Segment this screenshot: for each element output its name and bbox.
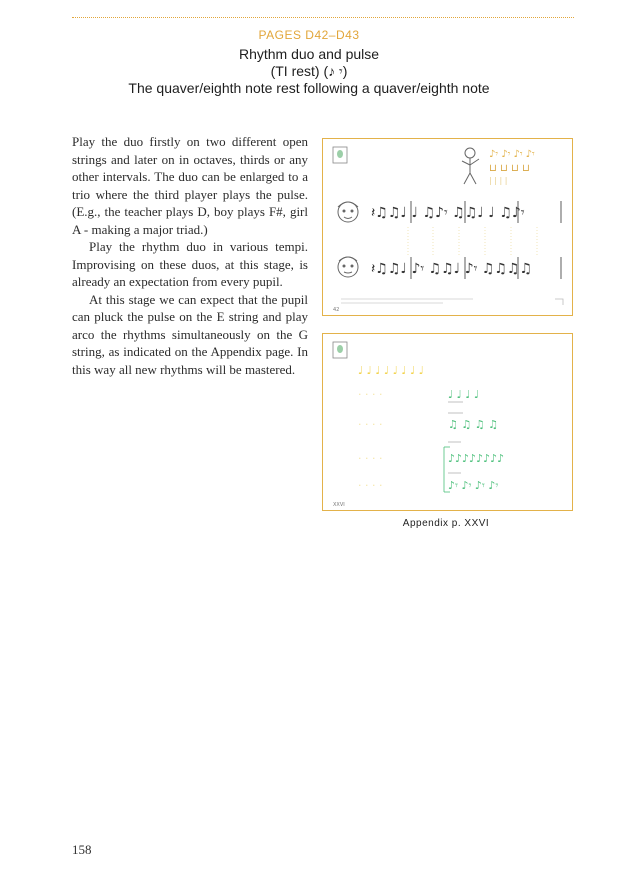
page-number: 158 — [72, 842, 92, 857]
title-line-2: (TI rest) (♪ 𝄾) — [270, 63, 348, 79]
rhythm-line-2 — [371, 261, 532, 277]
svg-text:♫ ♫ ♫ ♫: ♫ ♫ ♫ ♫ — [448, 418, 498, 431]
svg-text:𝄽♫♫♩ ♪𝄾 ♫♫♩ ♪𝄾 ♫♫♫♫: 𝄽♫♫♩ ♪𝄾 ♫♫♩ ♪𝄾 ♫♫♫♫ — [371, 261, 533, 277]
appendix-row-3 — [358, 418, 498, 431]
title-line-1: Rhythm duo and pulse — [238, 46, 380, 62]
rhythm-line-1 — [371, 205, 525, 221]
title-line-3: The quaver/eighth note rest following a quaver/eighth note — [128, 80, 490, 96]
figure-2-corner-label: XXVI — [333, 502, 345, 508]
appendix-row-5 — [358, 479, 498, 492]
paragraph-2: Play the rhythm duo in various tempi. Improvising on these duos, at this stage, is already an expectation from every pupil. — [72, 239, 308, 289]
header-rule — [72, 17, 574, 18]
svg-text:♩ ♩ ♩ ♩ ♩ ♩ ♩ ♩: ♩ ♩ ♩ ♩ ♩ ♩ ♩ ♩ — [358, 364, 424, 377]
section-title — [0, 46, 618, 97]
svg-text:♪♪♪♪♪♪♪♪: ♪♪♪♪♪♪♪♪ — [448, 452, 505, 465]
svg-text:♩ ♩ ♩ ♩: ♩ ♩ ♩ ♩ — [448, 388, 480, 401]
appendix-row-4 — [358, 452, 504, 465]
corner-mark-icon — [555, 299, 563, 305]
svg-text:· · · ·: · · · · — [358, 418, 383, 431]
rhythm-duo-illustration — [323, 139, 572, 315]
logo-icon — [333, 147, 347, 163]
pulse-rhythm-row — [489, 149, 535, 185]
svg-text:| | | |: | | | | — [489, 176, 508, 185]
svg-text:· · · ·: · · · · — [358, 479, 383, 492]
svg-text:𝄽♫♫♩ ♩ ♫♪𝄾 ♫♫♩ ♩ ♫♪𝄾: 𝄽♫♫♩ ♩ ♫♪𝄾 ♫♫♩ ♩ ♫♪𝄾 — [371, 205, 525, 221]
figure-appendix — [322, 333, 573, 511]
appendix-row-2 — [358, 388, 479, 401]
figure-1-corner-label: 42 — [333, 307, 340, 313]
svg-text:⊔ ⊔ ⊔ ⊔: ⊔ ⊔ ⊔ ⊔ — [489, 163, 530, 174]
violinist-figure-icon — [462, 148, 479, 184]
paragraph-1: Play the duo firstly on two different open strings and later on in octaves, thirds or any other intervals. The duo can be enlarged to a trio where the third player plays the pulse. (E.g., the teacher plays D, boy plays F#, girl A - making a major triad.) — [72, 134, 308, 237]
girl-face-icon — [338, 202, 358, 222]
paragraph-3: At this stage we can expect that the pupil can pluck the pulse on the E string and play arco the rhythms simultaneously on the G string, as indicated on the Appendix page. In this way all new rhythms will be mastered. — [72, 291, 308, 377]
page-range-heading: PAGES D42–D43 — [258, 28, 360, 42]
logo-icon — [333, 342, 347, 358]
svg-text:♪𝄾 ♪𝄾 ♪𝄾 ♪𝄾: ♪𝄾 ♪𝄾 ♪𝄾 ♪𝄾 — [448, 479, 499, 492]
body-text — [72, 133, 308, 378]
svg-text:♪𝄾 ♪𝄾 ♪𝄾 ♪𝄾: ♪𝄾 ♪𝄾 ♪𝄾 ♪𝄾 — [489, 149, 535, 160]
appendix-illustration — [323, 334, 572, 510]
appendix-row-1 — [358, 364, 424, 377]
svg-text:· · · ·: · · · · — [358, 452, 383, 465]
figure-caption: Appendix p. XXVI — [402, 518, 490, 529]
figure-rhythm-duo — [322, 138, 573, 316]
svg-text:· · · ·: · · · · — [358, 388, 383, 401]
boy-face-icon — [338, 257, 358, 277]
